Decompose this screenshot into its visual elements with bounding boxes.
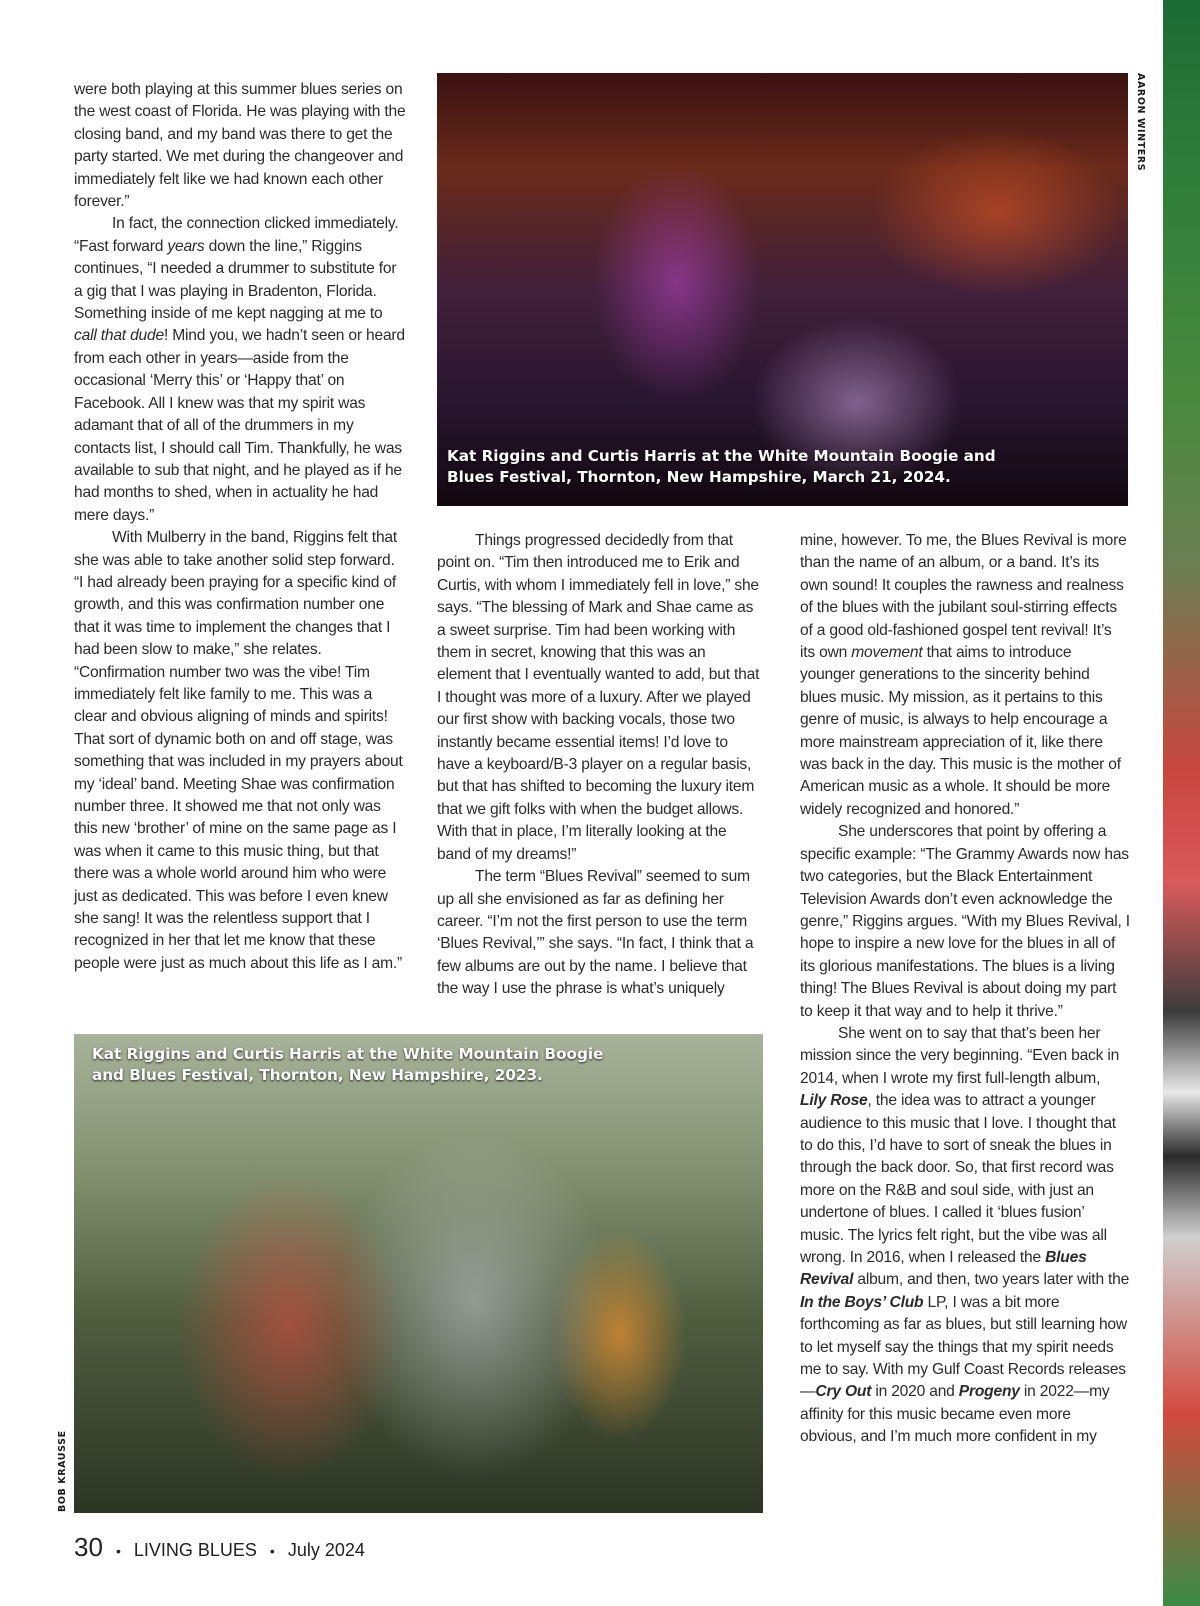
article-column-1 [74,79,406,975]
album-title: Progeny [958,1383,1020,1401]
album-title: Lily Rose [800,1092,868,1110]
magazine-name: LIVING BLUES [133,1540,257,1560]
text-run-italic: call that dude [74,327,164,345]
article-column-2 [437,530,762,1001]
photo-credit: AARON WINTERS [1135,73,1146,172]
album-title: Cry Out [815,1383,872,1401]
photo-caption: Kat Riggins and Curtis Harris at the White Mountain Boogie and Blues Festival, Thornton, New Hampshire, 2023. [92,1045,604,1084]
paragraph: Things progressed decidedly from that point on. “Tim then introduced me to Erik and Curtis, with whom I immediately fell in love,” she says. “The blessing of Mark and Shae came as a sweet surprise. Tim had been working with them in secret, knowing that this was an element that I eventually wanted to add, but that I thought was more of a luxury. After we played our first show with backing vocals, those two instantly became essential items! I’d love to have a keyboard/B-3 player on a regular basis, but that has shifted to becoming the luxury item that we gift folks with when the budget allows. With that in place, I’m literally looking at the band of my dreams!” [437,532,760,863]
paragraph: The term “Blues Revival” seemed to sum up all she envisioned as far as defining her career. “I’m not the first person to use the term ‘Blues Revival,’” she says. “In fact, I think that a few albums are out by the name. I believe that the way I use the phrase is what’s uniquely [437,868,754,998]
text-run: ! Mind you, we hadn’t seen or heard from each other in years—aside from the occasional ‘Merry this’ or ‘Happy that’ on Facebook. All I knew was that my spirit was adamant that of all of the drummers in my contacts list, I should call Tim. Thankfully, he was available to sub that night, and he played as if he had months to shed, when in actuality he had mere days.” [74,327,405,524]
text-run-italic: years [167,237,205,255]
text-run: down the line,” Riggins continues, “I needed a drummer to substitute for a gig that I was playing in Bradenton, Florida. Something inside of me kept nagging at me to [74,237,397,323]
text-run: that aims to introduce younger generations to the sincerity behind blues music. My mission, as it pertains to this genre of music, is always to help encourage a more mainstream appreciation of it, like there was back in the day. This music is the mother of American music as a whole. It should be more widely recognized and honored.” [800,644,1121,818]
paragraph [74,213,406,527]
paragraph: With Mulberry in the band, Riggins felt that she was able to take another solid step forward. “I had already been praying for a specific kind of growth, and this was confirmation number one that it was time to implement the changes that I had been slow to make,” she relates. “Confirmation number two was the vibe! Tim immediately felt like family to me. This was a clear and obvious aligning of minds and spirits! That sort of dynamic both on and off stage, was something that was included in my prayers about my ‘ideal’ band. Meeting Shae was confirmation number three. It showed me that not only was this new ‘brother’ of mine on the same page as I was when it came to this music thing, but that there was a whole world around him who were just as dedicated. This was before I even knew she sang! It was the relentless support that I recognized in her that let me know that these people were just as much about this life as I am.” [74,529,403,972]
festival-performance-photo [74,1034,763,1513]
text-run: in 2020 and [871,1383,959,1401]
article-column-3 [800,530,1130,1449]
photo-caption: Kat Riggins and Curtis Harris at the White Mountain Boogie and Blues Festival, Thornton, New Hampshire, March 21, 2024. [447,447,996,486]
text-run: album, and then, two years later with the [853,1271,1130,1289]
adjacent-page-edge [1163,0,1200,1606]
text-run: She went on to say that that’s been her mission since the very beginning. “Even back in 2014, when I wrote my first full-length album, [800,1024,1120,1087]
paragraph: She underscores that point by offering a specific example: “The Grammy Awards now has two categories, but the Black Entertainment Television Awards don’t even acknowledge the genre,” Riggins argues. “With my Blues Revival, I hope to inspire a new love for the blues in all of its glorious manifestations. The blues is a living thing! The Blues Revival is about doing my part to keep it that way and to help it thrive.” [800,823,1130,1020]
text-run: in 2022—my affinity for this music became even more obvious, and I’m much more confident in my [800,1383,1110,1446]
paragraph [800,530,1130,821]
text-run: LP, I was a bit more forthcoming as far as blues, but still learning how to let myself say the things that my spirit needs me to say. With my Gulf Coast Records releases— [800,1293,1127,1401]
bullet-separator: • [269,1543,275,1559]
text-run-italic: movement [851,644,923,662]
text-run: In fact, the connection clicked immediately. “Fast forward [74,215,399,255]
page-number: 30 [74,1532,103,1562]
paragraph [800,1023,1130,1449]
album-title: In the Boys’ Club [800,1293,924,1311]
band-stage-photo [437,73,1128,506]
paragraph: were both playing at this summer blues series on the west coast of Florida. He was playing with the closing band, and my band was there to get the party started. We met during the changeover and immediately felt like we had known each other forever.” [74,81,406,211]
bullet-separator: • [115,1543,121,1559]
page-footer [74,1532,365,1563]
album-title: Blues Revival [800,1249,1087,1289]
issue-date: July 2024 [287,1540,365,1560]
text-run: , the idea was to attract a younger audience to this music that I love. I thought that to do this, I’d have to sort of sneak the blues in through the back door. So, that first record was more on the R&B and soul side, with just an undertone of blues. I called it ‘blues fusion’ music. The lyrics felt right, but the vibe was all wrong. In 2016, when I released the [800,1092,1116,1266]
text-run: mine, however. To me, the Blues Revival is more than the name of an album, or a band. It’s its own sound! It couples the rawness and realness of the blues with the jubilant soul-stirring effects of a good old-fashioned gospel tent revival! It’s its own [800,532,1127,662]
photo-credit: BOB KRAUSSE [57,1430,68,1512]
